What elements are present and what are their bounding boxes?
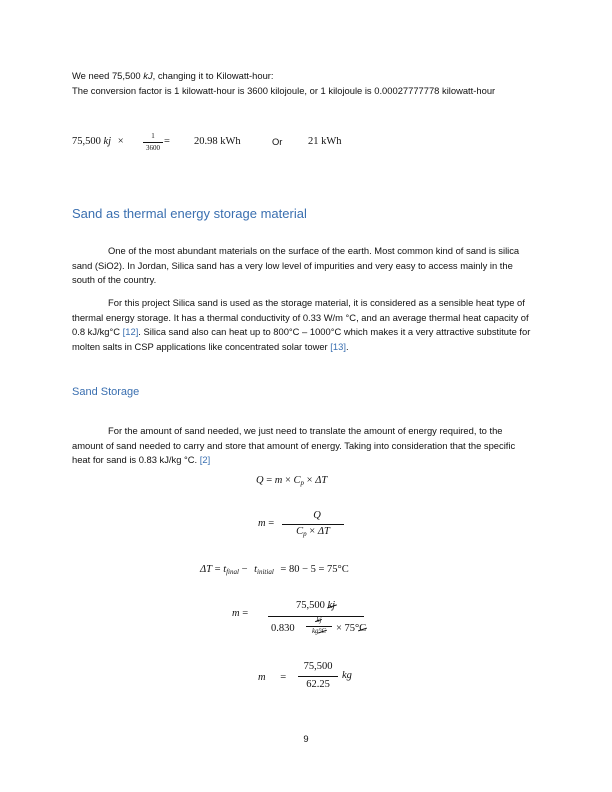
eq5-m: m — [258, 672, 266, 683]
eq4-small-den-kg: kg — [311, 627, 319, 635]
eq4-small-numerator-text: kj — [316, 616, 322, 624]
eq1-times-1: × — [284, 475, 291, 486]
eq2-p: p — [303, 530, 307, 538]
eq3-equals-2: = — [280, 564, 287, 575]
intro-line-1 — [72, 69, 552, 83]
conversion-value-group — [72, 136, 124, 147]
conversion-result-1: 20.98 kWh — [194, 136, 241, 147]
conversion-denominator: 3600 — [146, 144, 160, 152]
eq2-c: C — [296, 526, 304, 537]
eq4-numerator-value: 75,500 — [296, 600, 325, 611]
section-heading-sand-storage-material: Sand as thermal energy storage material — [72, 206, 307, 221]
conversion-fraction-bar — [143, 142, 163, 143]
eq4-small-denominator — [304, 627, 334, 635]
section1-paragraph-1: One of the most abundant materials on the surface of the earth. Most common kind of sand is silica sand (SiO2). In Jordan, Silica sand has a very low level of impurities and very easy to access mainly in the south of the country. — [72, 245, 520, 286]
eq2-denominator — [282, 526, 344, 538]
eq4-m: m — [232, 608, 240, 619]
intro-line-1-suffix: , changing it to Kilowatt-hour: — [152, 70, 274, 81]
equation-delta-t — [200, 564, 349, 576]
intro-line-1-prefix: We need 75,500 — [72, 70, 144, 81]
eq5-equals: = — [280, 672, 287, 683]
eq2-numerator: Q — [313, 510, 321, 521]
eq1-c: C — [293, 475, 301, 486]
eq4-equals: = — [242, 608, 249, 619]
eq4-small-den-c: °C — [318, 627, 327, 635]
eq1-cp — [294, 475, 305, 486]
section2-paragraph — [72, 424, 534, 468]
eq1-delta-t: ΔT — [315, 475, 328, 486]
eq5-lhs — [258, 672, 286, 683]
conversion-numerator: 1 — [151, 132, 155, 140]
eq3-final-subscript: final — [226, 568, 239, 576]
section1-paragraph-2-end: . — [345, 340, 349, 352]
eq5-unit: kg — [342, 670, 352, 681]
eq5-denominator: 62.25 — [306, 679, 330, 690]
eq4-numerator-unit: kj — [327, 600, 336, 611]
intro-line-2: The conversion factor is 1 kilowatt-hour is 3600 kilojoule, or 1 kilojoule is 0.00027777778 kilowatt-hour — [72, 85, 496, 96]
eq2-lhs — [258, 518, 274, 529]
eq2-delta-t: ΔT — [317, 526, 330, 537]
eq4-temp-unit: C — [359, 623, 367, 634]
eq4-lhs — [232, 608, 248, 619]
eq3-t-final: t — [223, 564, 227, 575]
eq1-equals: = — [266, 475, 273, 486]
citation-12[interactable]: [12] — [122, 326, 139, 338]
eq5-numerator: 75,500 — [303, 661, 333, 672]
section1-paragraph-2-text: For this project Silica sand is used as the storage material, it is considered as a sensible heat type of thermal energy storage. It has a thermal conductivity of 0.33 W/m °C, and an average thermal heat capacity of 0.8 kJ/kg°C — [72, 297, 529, 338]
eq3-expression: 80 − 5 = 75°C — [288, 564, 349, 575]
page-number: 9 — [303, 733, 309, 744]
equation-heat — [256, 475, 327, 487]
eq5-fraction-bar — [298, 676, 338, 677]
eq1-q: Q — [256, 475, 264, 486]
section-heading-sand-storage: Sand Storage — [72, 386, 140, 398]
conversion-unit: kj — [103, 136, 112, 147]
conversion-value: 75,500 — [72, 136, 101, 147]
section1-paragraph-2-text-mid: . Silica sand also can heat up to 800°C – 1000°C which makes it a very attractive substitute for molten salts in CSP applications like concentrated solar tower — [72, 326, 531, 352]
eq3-initial-subscript: initial — [257, 568, 274, 576]
eq2-equals: = — [268, 518, 275, 529]
section2-paragraph-text: For the amount of sand needed, we just need to translate the amount of energy required, to the amount of sand needed to carry and store that amount of energy. Taking into consideration that the specific heat for sand is 0.83 kJ/kg °C. — [72, 425, 516, 466]
eq2-fraction-bar — [282, 524, 344, 525]
eq1-p: p — [300, 479, 305, 487]
eq1-times-2: × — [306, 475, 313, 486]
citation-2[interactable]: [2] — [199, 454, 211, 466]
eq4-coefficient: 0.830 — [271, 623, 295, 634]
eq3-equals-1: = — [214, 564, 221, 575]
eq4-temp-value: 75° — [344, 623, 360, 634]
conversion-equals: = — [164, 136, 170, 147]
eq2-times: × — [309, 526, 316, 537]
eq3-t-initial: t — [254, 564, 258, 575]
conversion-or: Or — [272, 136, 283, 147]
eq4-times-group — [336, 623, 366, 634]
eq3-minus: − — [241, 564, 248, 575]
eq4-numerator — [296, 600, 335, 611]
citation-13[interactable]: [13] — [330, 340, 346, 352]
eq3-delta-t: ΔT — [200, 564, 213, 575]
eq4-small-numerator — [306, 616, 332, 624]
section1-paragraph-2 — [72, 296, 534, 354]
conversion-result-2: 21 kWh — [308, 136, 342, 147]
eq1-m: m — [274, 475, 283, 486]
conversion-times: × — [117, 136, 124, 147]
eq2-m: m — [258, 518, 266, 529]
eq4-times: × — [336, 623, 342, 634]
intro-line-1-unit: kJ — [143, 70, 153, 81]
